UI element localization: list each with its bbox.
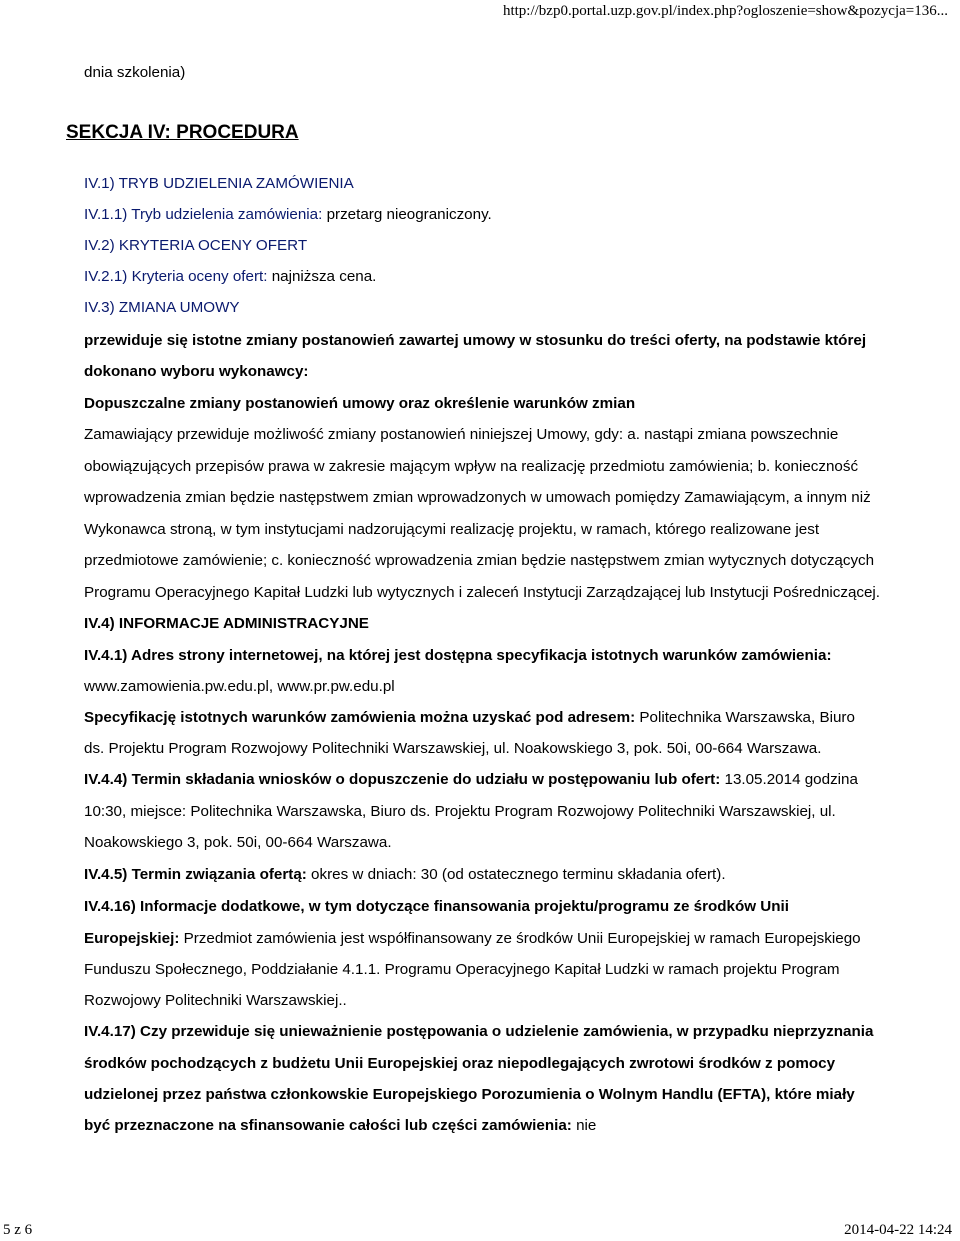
text-line: IV.4.1) Adres strony internetowej, na której jest dostępna specyfikacja istotnych warunków zamówienia: [84,647,832,664]
section-title: SEKCJA IV: PROCEDURA [66,122,299,143]
text-line: IV.4.17) Czy przewiduje się unieważnienie postępowania o udzielenie zamówienia, w przypadku nieprzyznania [84,1023,874,1040]
text-line: udzielonej przez państwa członkowskie Europejskiego Porozumienia o Wolnym Handlu (EFTA), które miały [84,1086,855,1103]
text-line [84,865,726,885]
text-line [84,205,492,225]
text-line: dokonano wyboru wykonawcy: [84,363,309,380]
field-value: 13.05.2014 godzina [720,771,858,788]
text-line [84,929,861,949]
text-line: Wykonawca stroną, w tym instytucjami nadzorującymi realizację projektu, w ramach, którego realizowane jest [84,521,820,538]
field-label: IV.4.5) Termin związania ofertą: [84,866,307,883]
url-line: www.zamowienia.pw.edu.pl, www.pr.pw.edu.pl [84,678,395,695]
field-label: Europejskiej: [84,930,180,947]
text-line: Noakowskiego 3, pok. 50i, 00-664 Warszawa. [84,834,392,851]
field-value: nie [571,1117,597,1134]
page-url-header: http://bzp0.portal.uzp.gov.pl/index.php?ogloszenie=show&pozycja=136... [502,3,948,19]
subsection-heading: IV.2) KRYTERIA OCENY OFERT [84,237,308,254]
field-value: Przedmiot zamówienia jest współfinansowany ze środków Unii Europejskiej w ramach Europejskiego [179,930,861,947]
text-line: 10:30, miejsce: Politechnika Warszawska, Biuro ds. Projektu Program Rozwojowy Politechniki Warszawskiej, ul. [84,803,836,820]
field-label: Specyfikację istotnych warunków zamówienia można uzyskać pod adresem: [84,709,636,726]
field-label: IV.4.4) Termin składania wniosków o dopuszczenie do udziału w postępowaniu lub ofert: [84,771,721,788]
subsection-heading: IV.1) TRYB UDZIELENIA ZAMÓWIENIA [84,175,354,192]
print-timestamp: 2014-04-22 14:24 [844,1222,952,1238]
text-line: Zamawiający przewiduje możliwość zmiany postanowień niniejszej Umowy, gdy: a. nastąpi zmiana powszechnie [84,426,839,443]
field-value: okres w dniach: 30 (od ostatecznego terminu składania ofert). [306,866,726,883]
text-line: wprowadzenia zmian będzie następstwem zmian wprowadzonych w umowach pomiędzy Zamawiającym, a innym niż [84,489,871,506]
text-line [84,770,858,790]
text-line: Funduszu Społecznego, Poddziałanie 4.1.1. Programu Operacyjnego Kapitał Ludzki w ramach projektu Program [84,961,840,978]
field-label: IV.2.1) Kryteria oceny ofert: [84,268,268,285]
text-line: IV.4.16) Informacje dodatkowe, w tym dotyczące finansowania projektu/programu ze środków Unii [84,898,789,915]
text-line: Rozwojowy Politechniki Warszawskiej.. [84,992,347,1009]
field-label: być przeznaczone na sfinansowanie całości lub części zamówienia: [84,1117,572,1134]
page-number: 5 z 6 [3,1222,33,1238]
text-line [84,708,855,728]
text-line: ds. Projektu Program Rozwojowy Politechniki Warszawskiej, ul. Noakowskiego 3, pok. 50i, 00-664 Warszawa. [84,740,822,757]
text-line: Programu Operacyjnego Kapitał Ludzki lub wytycznych i zaleceń Instytucji Zarządzającej lub Instytucji Pośredniczącej. [84,584,881,601]
text-line: przewiduje się istotne zmiany postanowień zawartej umowy w stosunku do treści oferty, na podstawie której [84,332,867,349]
subsection-heading: IV.4) INFORMACJE ADMINISTRACYJNE [84,615,369,632]
text-line: dnia szkolenia) [84,64,186,81]
text-line [84,267,376,287]
text-line: przedmiotowe zamówienie; c. konieczność wprowadzenia zmian będzie następstwem zmian wytycznych dotyczących [84,552,875,569]
text-line: środków pochodzących z budżetu Unii Europejskiej oraz niepodlegających zwrotowi środków z pomocy [84,1055,836,1072]
field-label: IV.1.1) Tryb udzielenia zamówienia: [84,206,323,223]
field-value: przetarg nieograniczony. [322,206,492,223]
field-value: najniższa cena. [267,268,377,285]
text-line: obowiązujących przepisów prawa w zakresie mającym wpływ na realizację przedmiotu zamówienia; b. konieczność [84,458,859,475]
subsection-heading: IV.3) ZMIANA UMOWY [84,299,240,316]
text-line [84,1116,596,1136]
field-value: Politechnika Warszawska, Biuro [635,709,855,726]
text-line: Dopuszczalne zmiany postanowień umowy oraz określenie warunków zmian [84,395,636,412]
